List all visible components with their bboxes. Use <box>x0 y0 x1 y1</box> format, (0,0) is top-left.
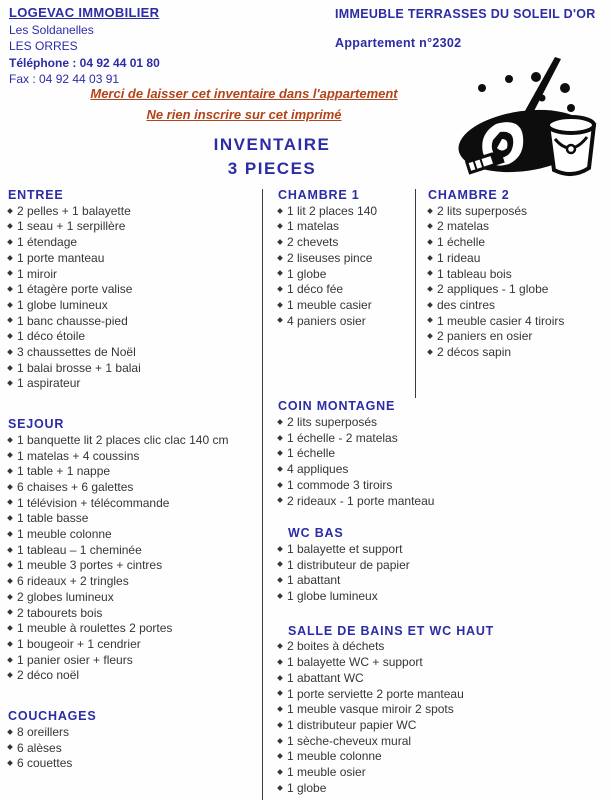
inventory-item <box>278 687 513 703</box>
inventory-item <box>428 251 608 267</box>
inventory-item <box>8 267 260 283</box>
inventory-item <box>8 345 260 361</box>
item-label: 1 meuble casier <box>287 297 372 312</box>
item-label: 2 rideaux - 1 porte manteau <box>287 493 435 508</box>
bullet-icon <box>277 738 283 744</box>
bullet-icon <box>277 318 283 324</box>
bullet-icon <box>277 466 283 472</box>
inventory-item <box>8 251 260 267</box>
item-label: 3 chaussettes de Noël <box>17 345 136 360</box>
inventory-item <box>278 431 513 447</box>
item-label: 1 porte manteau <box>17 250 105 265</box>
inventory-item <box>8 496 260 512</box>
item-label: 2 globes lumineux <box>17 589 114 604</box>
inventory-item <box>8 449 260 465</box>
bullet-icon <box>277 675 283 681</box>
inventory-item <box>8 361 260 377</box>
item-label: 6 alèses <box>17 740 62 755</box>
bullet-icon <box>427 223 433 229</box>
item-label: 1 table + 1 nappe <box>17 464 111 479</box>
bullet-icon <box>277 450 283 456</box>
item-list <box>428 204 608 361</box>
section-couchages <box>8 709 260 772</box>
item-label: 6 couettes <box>17 756 73 771</box>
bullet-icon <box>277 435 283 441</box>
apartment-number: Appartement n°2302 <box>335 36 462 50</box>
agency-block <box>9 5 160 88</box>
section-title: SEJOUR <box>8 417 65 432</box>
inventory-item <box>428 329 608 345</box>
inventory-item <box>8 433 260 449</box>
inventory-item <box>428 345 608 361</box>
inventory-item <box>428 235 608 251</box>
bullet-icon <box>277 785 283 791</box>
item-label: 1 meuble 3 portes + cintres <box>17 558 163 573</box>
bullet-icon <box>7 223 13 229</box>
inventory-item <box>278 558 513 574</box>
item-label: 1 étagère porte valise <box>17 282 133 297</box>
bullet-icon <box>7 239 13 245</box>
bullet-icon <box>7 594 13 600</box>
agency-name: LOGEVAC IMMOBILIER <box>9 5 160 20</box>
section-title: WC BAS <box>288 526 344 541</box>
inventory-item <box>428 219 608 235</box>
bullet-icon <box>7 625 13 631</box>
bullet-icon <box>277 769 283 775</box>
bullet-icon <box>7 515 13 521</box>
bullet-icon <box>277 706 283 712</box>
bullet-icon <box>277 271 283 277</box>
bullet-icon <box>7 547 13 553</box>
inventory-item <box>8 668 260 684</box>
bullet-icon <box>277 239 283 245</box>
section-coin-montagne <box>278 399 513 509</box>
inventory-item <box>428 314 608 330</box>
item-label: 2 décos sapin <box>437 345 512 360</box>
item-label: 2 liseuses pince <box>287 250 373 265</box>
item-label: 8 oreillers <box>17 724 70 739</box>
item-label: 2 pelles + 1 balayette <box>17 203 131 218</box>
item-label: 1 meuble casier 4 tiroirs <box>437 313 565 328</box>
bullet-icon <box>427 286 433 292</box>
inventory-item <box>8 527 260 543</box>
inventory-item <box>278 542 513 558</box>
bullet-icon <box>7 468 13 474</box>
item-label: 1 seau + 1 serpillère <box>17 219 126 234</box>
bullet-icon <box>427 333 433 339</box>
section-chambre2 <box>428 188 608 361</box>
notice-line1: Merci de laisser cet inventaire dans l'appartement <box>90 86 398 101</box>
section-title: ENTREE <box>8 188 64 202</box>
item-label: 2 lits superposés <box>437 203 528 218</box>
column-left <box>8 188 260 772</box>
item-label: 1 rideau <box>437 250 481 265</box>
bullet-icon <box>277 286 283 292</box>
item-label: 2 matelas <box>437 219 490 234</box>
inventory-item <box>8 606 260 622</box>
bullet-icon <box>277 643 283 649</box>
bullet-icon <box>277 562 283 568</box>
section-title: COUCHAGES <box>8 709 97 724</box>
inventory-item <box>8 298 260 314</box>
item-label: 1 banquette lit 2 places clic clac 140 cm <box>17 432 229 447</box>
bullet-icon <box>277 302 283 308</box>
bullet-icon <box>277 419 283 425</box>
bullet-icon <box>7 453 13 459</box>
item-label: 2 appliques - 1 globe <box>437 282 549 297</box>
item-label: 4 paniers osier <box>287 313 366 328</box>
inventory-item <box>8 725 260 741</box>
bullet-icon <box>277 691 283 697</box>
inventory-item <box>428 267 608 283</box>
inventory-item <box>278 734 513 750</box>
bullet-icon <box>427 318 433 324</box>
item-list <box>8 433 260 684</box>
inventory-item <box>278 478 513 494</box>
item-label: 1 table basse <box>17 511 89 526</box>
notice-block <box>0 83 488 125</box>
inventory-item <box>8 621 260 637</box>
agency-address-line2: LES ORRES <box>9 39 78 53</box>
bullet-icon <box>7 365 13 371</box>
inventory-item <box>8 756 260 772</box>
item-label: 2 lits superposés <box>287 415 378 430</box>
bullet-icon <box>7 302 13 308</box>
bullet-icon <box>7 760 13 766</box>
inventory-item <box>278 589 513 605</box>
inventory-item <box>8 219 260 235</box>
item-label: 1 meuble à roulettes 2 portes <box>17 621 173 636</box>
item-label: 1 banc chausse-pied <box>17 313 128 328</box>
inventory-item <box>428 298 608 314</box>
item-label: 1 balayette et support <box>287 541 403 556</box>
bullet-icon <box>427 239 433 245</box>
section-wc-bas <box>278 526 513 605</box>
item-label: 1 échelle <box>437 235 486 250</box>
item-label: 1 déco fée <box>287 282 344 297</box>
item-label: 4 appliques <box>287 462 349 477</box>
inventory-item <box>278 718 513 734</box>
section-title: CHAMBRE 2 <box>428 188 510 202</box>
item-label: 1 meuble vasque miroir 2 spots <box>287 702 454 717</box>
bullet-icon <box>7 286 13 292</box>
bullet-icon <box>7 484 13 490</box>
inventory-item <box>278 749 513 765</box>
inventory-item <box>278 494 513 510</box>
agency-address-line1: Les Soldanelles <box>9 22 94 37</box>
bullet-icon <box>7 672 13 678</box>
item-list <box>8 204 260 392</box>
inventory-item <box>8 480 260 496</box>
item-label: 1 commode 3 tiroirs <box>287 477 393 492</box>
bullet-icon <box>7 333 13 339</box>
item-label: 6 chaises + 6 galettes <box>17 479 134 494</box>
item-label: 1 matelas + 4 coussins <box>17 448 140 463</box>
bullet-icon <box>277 498 283 504</box>
inventory-item <box>8 314 260 330</box>
item-label: 1 abattant WC <box>287 670 364 685</box>
agency-phone: Téléphone : 04 92 44 01 80 <box>9 55 160 70</box>
item-label: 1 panier osier + fleurs <box>17 652 133 667</box>
item-label: 1 porte serviette 2 porte manteau <box>287 686 464 701</box>
bullet-icon <box>277 208 283 214</box>
inventory-item <box>8 637 260 653</box>
bullet-icon <box>427 255 433 261</box>
inventory-item <box>8 653 260 669</box>
bullet-icon <box>277 577 283 583</box>
inventory-item <box>278 781 513 797</box>
item-label: 2 tabourets bois <box>17 605 103 620</box>
bullet-icon <box>277 753 283 759</box>
item-label: 1 échelle - 2 matelas <box>287 430 398 445</box>
item-label: 1 bougeoir + 1 cendrier <box>17 636 141 651</box>
item-label: 1 aspirateur <box>17 376 81 391</box>
bullet-icon <box>7 562 13 568</box>
bullet-icon <box>427 349 433 355</box>
item-label: 1 échelle <box>287 446 336 461</box>
inventory-item <box>278 655 513 671</box>
item-label: 1 télévision + télécommande <box>17 495 170 510</box>
column-right <box>428 188 608 361</box>
inventory-item <box>8 574 260 590</box>
bullet-icon <box>7 729 13 735</box>
bullet-icon <box>7 437 13 443</box>
bullet-icon <box>277 659 283 665</box>
bullet-icon <box>7 318 13 324</box>
item-label: 2 paniers en osier <box>437 329 533 344</box>
notice-line2: Ne rien inscrire sur cet imprimé <box>146 107 342 122</box>
document-title-line1: INVENTAIRE <box>213 135 331 154</box>
bullet-icon <box>277 223 283 229</box>
bullet-icon <box>7 271 13 277</box>
document-title <box>0 133 544 181</box>
inventory-item <box>8 511 260 527</box>
item-label: 1 balai brosse + 1 balai <box>17 360 141 375</box>
bullet-icon <box>427 208 433 214</box>
inventory-item <box>8 590 260 606</box>
bullet-icon <box>277 546 283 552</box>
building-name: IMMEUBLE TERRASSES DU SOLEIL D'OR <box>335 7 596 21</box>
inventory-item <box>278 671 513 687</box>
bullet-icon <box>7 380 13 386</box>
item-label: 1 miroir <box>17 266 58 281</box>
bullet-icon <box>277 482 283 488</box>
item-label: 1 distributeur papier WC <box>287 717 417 732</box>
bullet-icon <box>277 722 283 728</box>
section-entree <box>8 188 260 392</box>
item-label: 1 sèche-cheveux mural <box>287 733 412 748</box>
agency-fax: Fax : 04 92 44 03 91 <box>9 72 120 86</box>
inventory-item <box>8 329 260 345</box>
bullet-icon <box>7 744 13 750</box>
inventory-item <box>8 282 260 298</box>
bullet-icon <box>427 271 433 277</box>
bullet-icon <box>7 657 13 663</box>
inventory-item <box>8 235 260 251</box>
bullet-icon <box>7 641 13 647</box>
building-block <box>335 7 596 50</box>
item-label: 1 globe <box>287 780 327 795</box>
item-list <box>278 639 513 796</box>
section-title: SALLE DE BAINS ET WC HAUT <box>288 623 495 638</box>
section-sejour <box>8 417 260 684</box>
item-label: 1 lit 2 places 140 <box>287 203 378 218</box>
item-label: 6 rideaux + 2 tringles <box>17 574 129 589</box>
inventory-item <box>278 639 513 655</box>
section-title: COIN MONTAGNE <box>278 399 396 414</box>
section-salle-de-bains-wc-haut <box>278 624 513 797</box>
item-label: 2 chevets <box>287 235 339 250</box>
bullet-icon <box>7 500 13 506</box>
inventory-item <box>278 462 513 478</box>
item-label: 1 meuble colonne <box>17 527 112 542</box>
document-title-line2: 3 PIECES <box>227 159 317 178</box>
item-label: 1 meuble osier <box>287 765 366 780</box>
item-label: 1 distributeur de papier <box>287 557 410 572</box>
inventory-item <box>8 376 260 392</box>
item-label: 1 étendage <box>17 235 78 250</box>
inventory-item <box>8 204 260 220</box>
item-list <box>8 725 260 772</box>
item-label: 1 globe <box>287 266 327 281</box>
bullet-icon <box>427 302 433 308</box>
item-label: 1 tableau bois <box>437 266 512 281</box>
inventory-item <box>278 446 513 462</box>
item-label: 2 déco noël <box>17 668 80 683</box>
bullet-icon <box>7 255 13 261</box>
item-label: 1 meuble colonne <box>287 749 382 764</box>
bullet-icon <box>277 593 283 599</box>
inventory-item <box>428 282 608 298</box>
column-divider-left <box>262 189 263 800</box>
inventory-item <box>8 464 260 480</box>
item-label: 1 tableau – 1 cheminée <box>17 542 142 557</box>
inventory-item <box>8 558 260 574</box>
bullet-icon <box>7 610 13 616</box>
bullet-icon <box>7 208 13 214</box>
bullet-icon <box>7 578 13 584</box>
item-label: 2 boites à déchets <box>287 639 385 654</box>
inventory-item <box>278 702 513 718</box>
bullet-icon <box>7 349 13 355</box>
inventory-item <box>278 415 513 431</box>
inventory-item <box>278 765 513 781</box>
inventory-item <box>8 741 260 757</box>
item-label: 1 abattant <box>287 573 341 588</box>
item-list <box>278 415 513 509</box>
bullet-icon <box>277 255 283 261</box>
item-label: 1 globe lumineux <box>287 589 378 604</box>
bullet-icon <box>7 531 13 537</box>
item-label: 1 balayette WC + support <box>287 655 423 670</box>
inventory-item <box>8 543 260 559</box>
item-list <box>278 542 513 605</box>
item-label: des cintres <box>437 297 496 312</box>
item-label: 1 déco étoile <box>17 329 86 344</box>
inventory-item <box>278 573 513 589</box>
item-label: 1 matelas <box>287 219 340 234</box>
item-label: 1 globe lumineux <box>17 297 108 312</box>
inventory-item <box>428 204 608 220</box>
section-title: CHAMBRE 1 <box>278 188 360 202</box>
